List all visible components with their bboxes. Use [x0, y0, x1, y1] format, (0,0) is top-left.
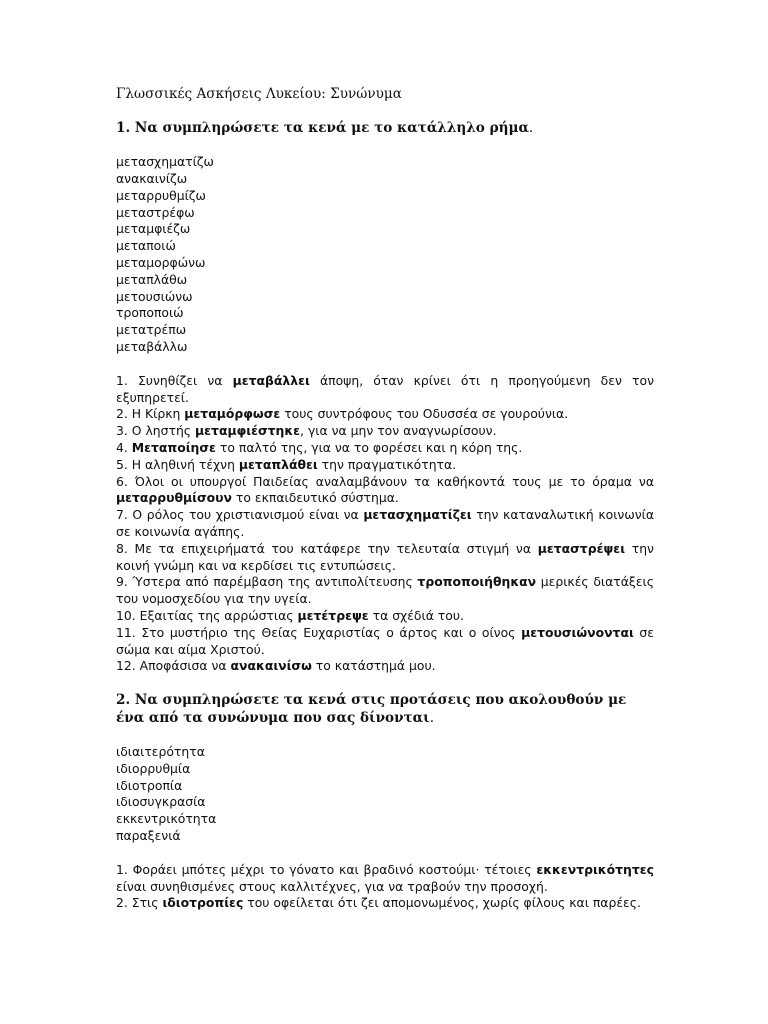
answer-word: Μεταποίησε	[131, 439, 216, 455]
sentence-text: 1. Συνηθίζει να	[116, 372, 233, 388]
exercise-2	[116, 692, 654, 912]
word-item: ανακαινίζω	[116, 171, 188, 186]
sentence-text: σε σώμα και αίμα Χριστού.	[116, 624, 654, 657]
sentence	[116, 507, 654, 541]
word-item: μετασχηματίζω	[116, 154, 214, 170]
exercise-1-heading-end: .	[528, 119, 534, 136]
sentence-text: 4.	[116, 439, 132, 455]
word-item: μετουσιώνω	[116, 288, 193, 304]
sentence-text: την κοινή γνώμη και να κερδίσει τις εντυπώσεις.	[116, 540, 654, 573]
sentence	[116, 474, 654, 508]
sentence	[116, 625, 654, 659]
word-item: μεταποιώ	[116, 238, 176, 254]
sentence-text: άποψη, όταν κρίνει ότι η προηγούμενη δεν τον εξυπηρετεί.	[116, 372, 655, 405]
exercise-2-heading-text: 2. Να συμπληρώσετε τα κενά στις προτάσεις που ακολουθούν με ένα από τα συνώνυμα που σας δίνονται	[116, 692, 627, 726]
sentence-text: είναι συνηθισμένες στους καλλιτέχνες, για να τραβούν την προσοχή.	[116, 878, 548, 894]
sentence-text: 2. Στις	[116, 895, 163, 911]
word-item: ιδιαιτερότητα	[116, 743, 205, 759]
answer-word: ανακαινίσω	[230, 658, 312, 674]
answer-word: εκκεντρικότητες	[536, 861, 654, 877]
answer-word: μεταστρέψει	[537, 540, 626, 556]
page-title: Γλωσσικές Ασκήσεις Λυκείου: Συνώνυμα	[116, 86, 402, 102]
answer-word: μετέτρεψε	[297, 607, 369, 623]
sentence	[116, 457, 654, 474]
exercise-2-heading-end: .	[429, 709, 435, 726]
sentence	[116, 440, 654, 457]
word-item: μεταβάλλω	[116, 338, 188, 354]
sentence	[116, 574, 654, 608]
word-item: μεταστρέφω	[116, 204, 195, 220]
exercise-1-heading	[116, 120, 654, 137]
sentence-text: 5. Η αληθινή τέχνη	[116, 456, 239, 472]
word-list-2	[116, 744, 654, 845]
sentence-text: 12. Αποφάσισα να	[116, 658, 231, 674]
word-item: εκκεντρικότητα	[116, 811, 217, 827]
sentence-text: 6. Όλοι οι υπουργοί Παιδείας αναλαμβάνουν τα καθήκοντά τους με το όραμα να	[116, 473, 654, 489]
word-item: μεταπλάθω	[116, 271, 188, 287]
sentences-2	[116, 862, 654, 912]
answer-word: μετασχηματίζει	[363, 507, 472, 523]
sentence-text: 9. Ύστερα από παρέμβαση της αντιπολίτευσης	[116, 574, 418, 590]
sentences-1	[116, 373, 654, 675]
sentence	[116, 423, 654, 440]
sentence-text: 2. Η Κίρκη	[116, 406, 185, 422]
sentence-text: το εκπαιδευτικό σύστημα.	[231, 490, 399, 506]
sentence-text: μερικές διατάξεις του νομοσχεδίου για την υγεία.	[116, 574, 654, 607]
sentence-text: τους συντρόφους του Οδυσσέα σε γουρούνια.	[280, 406, 569, 422]
sentence-text: 11. Στο μυστήριο της Θείας Ευχαριστίας ο άρτος και ο οίνος	[116, 624, 522, 640]
word-item: τροποποιώ	[116, 305, 184, 321]
answer-word: τροποποιήθηκαν	[417, 574, 537, 590]
sentence-text: τα σχέδιά του.	[368, 607, 464, 623]
sentence-text: 1. Φοράει μπότες μέχρι το γόνατο και βραδινό κοστούμι· τέτοιες	[116, 861, 537, 877]
sentence-text: 10. Εξαιτίας της αρρώστιας	[116, 607, 298, 623]
answer-word: μεταμφιέστηκε	[195, 423, 301, 439]
answer-word: μετουσιώνονται	[521, 624, 634, 640]
sentence-text: την καταναλωτική κοινωνία σε κοινωνία αγάπης.	[116, 507, 654, 539]
sentence-text: 8. Με τα επιχειρήματά του κατάφερε την τελευταία στιγμή να	[116, 540, 538, 556]
word-item: ιδιοτροπία	[116, 777, 183, 793]
answer-word: μεταπλάθει	[238, 456, 318, 472]
exercise-2-heading	[116, 692, 654, 727]
word-list-1	[116, 154, 654, 356]
sentence	[116, 658, 654, 675]
sentence	[116, 895, 654, 912]
word-item: παραξενιά	[116, 827, 181, 843]
word-item: μεταμφιέζω	[116, 221, 191, 237]
answer-word: μεταμόρφωσε	[184, 406, 281, 422]
answer-word: ιδιοτροπίες	[162, 895, 244, 911]
sentence	[116, 406, 654, 423]
word-item: ιδιοσυγκρασία	[116, 794, 206, 810]
sentence-text: , για να μην τον αναγνωρίσουν.	[300, 423, 497, 439]
exercise-1	[116, 120, 654, 675]
sentence-text: του οφείλεται ότι ζει απομονωμένος, χωρίς φίλους και παρέες.	[243, 895, 641, 911]
sentence-text: 3. Ο ληστής	[116, 423, 196, 439]
answer-word: μεταβάλλει	[232, 372, 310, 388]
answer-word: μεταρρυθμίσουν	[116, 490, 232, 506]
sentence	[116, 862, 654, 896]
sentence-text: το κατάστημά μου.	[311, 658, 436, 674]
word-item: μετατρέπω	[116, 322, 187, 338]
word-item: μεταρρυθμίζω	[116, 187, 206, 203]
word-item: μεταμορφώνω	[116, 254, 206, 270]
sentence-text: 7. Ο ρόλος του χριστιανισμού είναι να	[116, 507, 364, 523]
sentence-text: την πραγματικότητα.	[317, 456, 457, 472]
exercise-1-heading-text: 1. Να συμπληρώσετε τα κενά με το κατάλληλο ρήμα	[116, 119, 529, 136]
sentence	[116, 608, 654, 625]
sentence	[116, 373, 654, 407]
word-item: ιδιορρυθμία	[116, 760, 191, 776]
sentence-text: το παλτό της, για να το φορέσει και η κόρη της.	[215, 439, 523, 455]
document-page	[116, 86, 654, 929]
sentence	[116, 541, 654, 575]
